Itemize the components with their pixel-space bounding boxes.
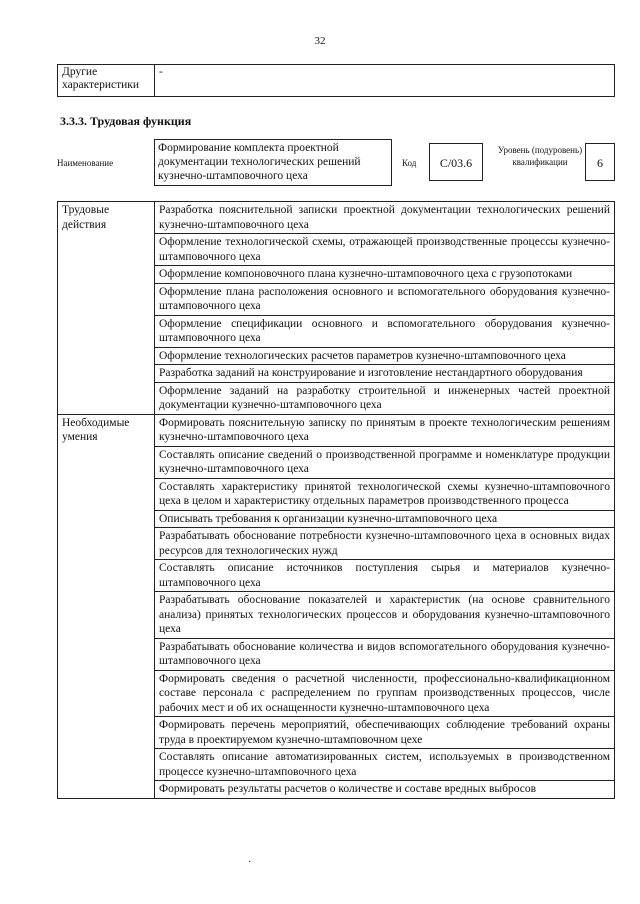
skill-item: Формировать пояснительную записку по принятым в проекте технологическим решениям кузнечно-штамповочного цеха — [155, 414, 615, 446]
skill-item: Составлять характеристику принятой технологической схемы кузнечно-штамповочного цеха в целом и характеристику отдельных параметров производственного процесса — [155, 478, 615, 510]
skill-item: Описывать требования к организации кузнечно-штамповочного цеха — [155, 510, 615, 528]
labor-action-item: Оформление технологической схемы, отражающей производственные процессы кузнечно-штамповочного цеха — [155, 234, 615, 266]
other-characteristics-table — [57, 64, 615, 97]
level-label: Уровень (подуровень) квалификации — [497, 145, 583, 167]
other-characteristics-label: Другие характеристики — [58, 65, 155, 97]
required-skills-label: Необходимые умения — [58, 414, 155, 798]
skill-item: Разрабатывать обоснование количества и видов вспомогательного оборудования кузнечно-штамповочного цеха — [155, 638, 615, 670]
labor-action-item: Оформление плана расположения основного и вспомогательного оборудования кузнечно-штамповочного цеха — [155, 283, 615, 315]
skill-item: Формировать сведения о расчетной численности, профессионально-квалификационном составе персонала с распределением по группам производственных процессов, числе рабочих мест и об их оснащенности кузнечно-штамповочного цеха — [155, 670, 615, 717]
labor-actions-label: Трудовые действия — [58, 202, 155, 415]
skill-item: Формировать результаты расчетов о количестве и составе вредных выбросов — [155, 781, 615, 799]
name-label: Наименование — [57, 158, 114, 168]
function-details-table — [57, 201, 615, 799]
skill-item: Составлять описание источников поступления сырья и материалов кузнечно-штамповочного цеха — [155, 560, 615, 592]
labor-action-item: Оформление спецификации основного и вспомогательного оборудования кузнечно-штамповочного цеха — [155, 315, 615, 347]
footer-mark: · — [248, 857, 252, 868]
skill-item: Разрабатывать обоснование показателей и характеристик (на основе сравнительного анализа) принятых технологических процессов и оборудования кузнечно-штамповочного цеха — [155, 592, 615, 639]
table-row — [58, 414, 615, 446]
table-row — [58, 65, 615, 97]
skill-item: Формировать перечень мероприятий, обеспечивающих соблюдение требований охраны труда в проектируемом кузнечно-штамповочном цехе — [155, 717, 615, 749]
section-heading: 3.3.3. Трудовая функция — [60, 114, 192, 128]
labor-action-item: Разработка пояснительной записки проектной документации технологических решений кузнечно-штамповочного цеха — [155, 202, 615, 234]
page-number: 32 — [314, 35, 326, 47]
labor-action-item: Оформление компоновочного плана кузнечно-штамповочного цеха с грузопотоками — [155, 266, 615, 284]
skill-item: Составлять описание автоматизированных систем, используемых в производственном процессе кузнечно-штамповочного цеха — [155, 749, 615, 781]
code-value: C/03.6 — [429, 143, 483, 181]
skill-item: Разрабатывать обоснование потребности кузнечно-штамповочного цеха в основных видах ресурсов для технологических нужд — [155, 528, 615, 560]
name-value: Формирование комплекта проектной документации технологических решений кузнечно-штамповочного цеха — [154, 139, 392, 186]
labor-action-item: Оформление заданий на разработку строительной и инженерных частей проектной документации кузнечно-штамповочного цеха — [155, 382, 615, 414]
labor-action-item: Разработка заданий на конструирование и изготовление нестандартного оборудования — [155, 365, 615, 383]
level-value: 6 — [585, 143, 615, 181]
other-characteristics-value: - — [155, 65, 615, 97]
function-name-block — [57, 138, 617, 190]
code-label: Код — [402, 158, 417, 168]
skill-item: Составлять описание сведений о производственной программе и номенклатуре продукции кузнечно-штамповочного цеха — [155, 446, 615, 478]
labor-action-item: Оформление технологических расчетов параметров кузнечно-штамповочного цеха — [155, 347, 615, 365]
table-row — [58, 202, 615, 234]
